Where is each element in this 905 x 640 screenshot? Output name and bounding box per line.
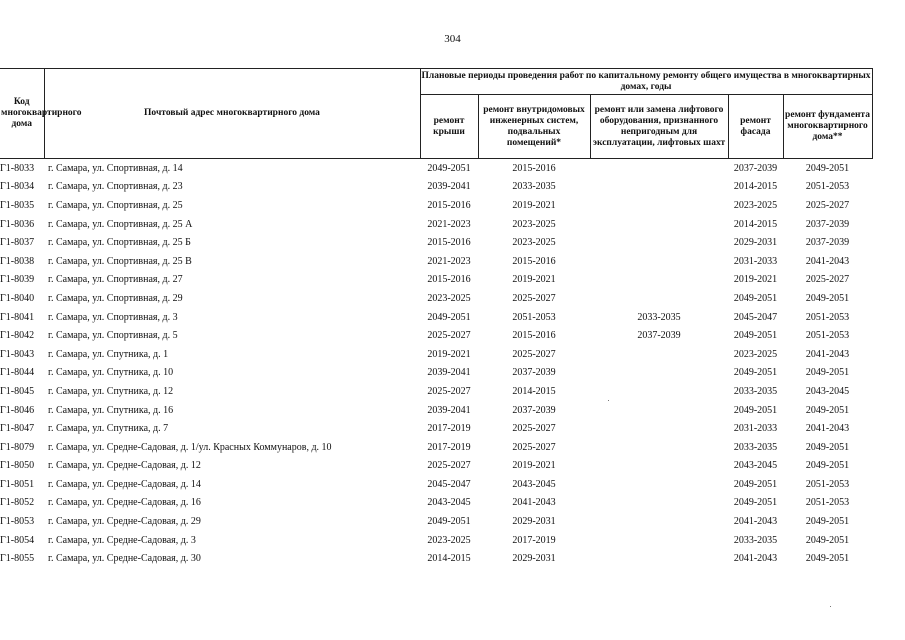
row-code <box>0 326 44 345</box>
table-row <box>0 233 872 252</box>
table-row <box>0 419 872 438</box>
row-engineering: 2019-2021 <box>512 199 556 211</box>
row-facade: 2049-2051 <box>733 367 778 379</box>
row-lift <box>590 475 728 494</box>
row-code <box>0 233 44 252</box>
row-lift <box>590 233 728 252</box>
row-engineering: 2051-2053 <box>512 311 556 323</box>
row-code-text: Г1-8043 <box>0 348 35 360</box>
row-roof: 2023-2025 <box>427 292 471 304</box>
table-row <box>0 215 872 234</box>
row-address: г. Самара, ул. Средне-Садовая, д. 30 <box>48 553 201 565</box>
table-header <box>0 69 872 159</box>
row-roof: 2017-2019 <box>427 441 471 453</box>
row-lift: 2037-2039 <box>637 330 681 342</box>
row-address: г. Самара, ул. Спортивная, д. 23 <box>48 181 183 193</box>
row-facade: 2033-2035 <box>733 441 778 453</box>
row-lift <box>590 345 728 364</box>
row-roof: 2017-2019 <box>427 423 471 435</box>
row-foundation: 2041-2043 <box>805 255 850 267</box>
row-code-text: Г1-8036 <box>0 218 35 230</box>
row-address: г. Самара, ул. Спутника, д. 7 <box>48 423 169 435</box>
row-roof: 2021-2023 <box>427 218 471 230</box>
row-engineering: 2017-2019 <box>512 534 556 546</box>
row-facade: 2049-2051 <box>733 497 778 509</box>
row-foundation: 2049-2051 <box>805 162 850 174</box>
row-engineering: 2033-2035 <box>512 181 556 193</box>
row-facade: 2019-2021 <box>733 274 778 286</box>
row-lift <box>590 512 728 531</box>
row-facade: 2049-2051 <box>733 292 778 304</box>
table-row <box>0 438 872 457</box>
row-engineering: 2023-2025 <box>512 237 556 249</box>
row-address: г. Самара, ул. Спортивная, д. 25 Б <box>48 237 191 249</box>
row-foundation: 2049-2051 <box>805 404 850 416</box>
row-code-text: Г1-8079 <box>0 441 35 453</box>
row-engineering: 2037-2039 <box>512 367 556 379</box>
row-engineering: 2029-2031 <box>512 516 556 528</box>
row-code <box>0 271 44 290</box>
row-roof: 2043-2045 <box>427 497 471 509</box>
row-facade: 2041-2043 <box>733 553 778 565</box>
row-code <box>0 364 44 383</box>
row-foundation: 2025-2027 <box>805 274 850 286</box>
row-address: г. Самара, ул. Средне-Садовая, д. 1/ул. Красных Коммунаров, д. 10 <box>48 441 332 453</box>
row-code-text: Г1-8040 <box>0 292 35 304</box>
row-code <box>0 419 44 438</box>
row-foundation: 2049-2051 <box>805 516 850 528</box>
row-code <box>0 438 44 457</box>
table-row <box>0 252 872 271</box>
header-facade: ремонт фасада <box>728 95 783 159</box>
row-code-text: Г1-8047 <box>0 423 35 435</box>
row-engineering: 2019-2021 <box>512 460 556 472</box>
table-row <box>0 289 872 308</box>
row-code-text: Г1-8037 <box>0 237 35 249</box>
row-engineering: 2025-2027 <box>512 292 556 304</box>
row-code-text: Г1-8039 <box>0 274 35 286</box>
header-engineering: ремонт внутридомовых инженерных систем, подвальных помещений* <box>478 95 590 159</box>
table-row <box>0 196 872 215</box>
row-code <box>0 215 44 234</box>
row-lift <box>590 196 728 215</box>
row-engineering: 2023-2025 <box>512 218 556 230</box>
row-lift <box>590 531 728 550</box>
row-facade: 2023-2025 <box>733 348 778 360</box>
row-roof: 2015-2016 <box>427 274 471 286</box>
row-code-text: Г1-8042 <box>0 330 35 342</box>
table-row <box>0 159 872 178</box>
table-row <box>0 457 872 476</box>
row-facade: 2014-2015 <box>733 181 778 193</box>
row-roof: 2049-2051 <box>427 311 471 323</box>
row-roof: 2025-2027 <box>427 460 471 472</box>
row-roof: 2049-2051 <box>427 162 471 174</box>
row-lift <box>590 401 728 420</box>
row-address: г. Самара, ул. Спутника, д. 16 <box>48 404 174 416</box>
row-foundation: 2037-2039 <box>805 218 850 230</box>
row-code <box>0 178 44 197</box>
row-foundation: 2049-2051 <box>805 367 850 379</box>
row-roof: 2039-2041 <box>427 404 471 416</box>
row-address: г. Самара, ул. Спортивная, д. 27 <box>48 274 183 286</box>
row-lift <box>590 382 728 401</box>
header-address: Почтовый адрес многоквартирного дома <box>44 69 420 159</box>
row-roof: 2019-2021 <box>427 348 471 360</box>
row-foundation: 2049-2051 <box>805 460 850 472</box>
row-lift <box>590 289 728 308</box>
row-engineering: 2025-2027 <box>512 348 556 360</box>
row-roof: 2049-2051 <box>427 516 471 528</box>
table-row <box>0 308 872 327</box>
table-row <box>0 401 872 420</box>
row-facade: 2041-2043 <box>733 516 778 528</box>
header-roof: ремонт крыши <box>420 95 478 159</box>
row-facade: 2014-2015 <box>733 218 778 230</box>
row-code-text: Г1-8045 <box>0 385 35 397</box>
row-address: г. Самара, ул. Средне-Садовая, д. 16 <box>48 497 201 509</box>
row-engineering: 2041-2043 <box>512 497 556 509</box>
row-code-text: Г1-8052 <box>0 497 35 509</box>
row-engineering: 2025-2027 <box>512 441 556 453</box>
row-foundation: 2049-2051 <box>805 553 850 565</box>
row-address: г. Самара, ул. Спортивная, д. 25 <box>48 199 183 211</box>
row-facade: 2043-2045 <box>733 460 778 472</box>
table-row <box>0 271 872 290</box>
page-number: 304 <box>444 33 461 45</box>
row-facade: 2049-2051 <box>733 404 778 416</box>
table-row <box>0 512 872 531</box>
row-foundation: 2051-2053 <box>805 181 850 193</box>
row-address: г. Самара, ул. Спортивная, д. 25 В <box>48 255 192 267</box>
row-roof: 2025-2027 <box>427 385 471 397</box>
row-foundation: 2051-2053 <box>805 330 850 342</box>
row-address: г. Самара, ул. Средне-Садовая, д. 12 <box>48 460 201 472</box>
row-roof: 2021-2023 <box>427 255 471 267</box>
row-roof: 2039-2041 <box>427 367 471 379</box>
row-lift <box>590 438 728 457</box>
row-lift <box>590 215 728 234</box>
row-code-text: Г1-8054 <box>0 534 35 546</box>
row-facade: 2049-2051 <box>733 478 778 490</box>
row-facade: 2029-2031 <box>733 237 778 249</box>
row-code <box>0 308 44 327</box>
row-roof: 2045-2047 <box>427 478 471 490</box>
row-lift <box>590 419 728 438</box>
row-foundation: 2051-2053 <box>805 478 850 490</box>
row-facade: 2045-2047 <box>733 311 778 323</box>
row-roof: 2015-2016 <box>427 199 471 211</box>
row-lift <box>590 549 728 568</box>
row-foundation: 2049-2051 <box>805 441 850 453</box>
row-address: г. Самара, ул. Средне-Садовая, д. 14 <box>48 478 201 490</box>
scan-speck <box>830 606 831 607</box>
row-address: г. Самара, ул. Средне-Садовая, д. 29 <box>48 516 201 528</box>
row-code-text: Г1-8033 <box>0 162 35 174</box>
row-address: г. Самара, ул. Средне-Садовая, д. 3 <box>48 534 196 546</box>
row-foundation: 2025-2027 <box>805 199 850 211</box>
row-engineering: 2029-2031 <box>512 553 556 565</box>
row-lift <box>590 457 728 476</box>
row-lift <box>590 178 728 197</box>
row-facade: 2033-2035 <box>733 534 778 546</box>
capital-repair-table <box>0 68 873 568</box>
row-engineering: 2015-2016 <box>512 162 556 174</box>
row-facade: 2031-2033 <box>733 423 778 435</box>
table-row <box>0 549 872 568</box>
row-roof: 2025-2027 <box>427 330 471 342</box>
row-code <box>0 457 44 476</box>
row-address: г. Самара, ул. Спортивная, д. 29 <box>48 292 183 304</box>
row-address: г. Самара, ул. Спортивная, д. 25 А <box>48 218 193 230</box>
row-facade: 2033-2035 <box>733 385 778 397</box>
table-row <box>0 345 872 364</box>
row-code-text: Г1-8041 <box>0 311 35 323</box>
row-lift <box>590 364 728 383</box>
row-roof: 2039-2041 <box>427 181 471 193</box>
header-foundation: ремонт фундамента многоквартирного дома** <box>783 95 872 159</box>
row-code <box>0 196 44 215</box>
row-engineering: 2014-2015 <box>512 385 556 397</box>
table-row <box>0 531 872 550</box>
header-code: Код многоквартирного дома <box>0 69 44 159</box>
table-row <box>0 475 872 494</box>
row-roof: 2023-2025 <box>427 534 471 546</box>
row-facade: 2031-2033 <box>733 255 778 267</box>
row-lift <box>590 159 728 178</box>
row-code-text: Г1-8035 <box>0 199 35 211</box>
row-code <box>0 382 44 401</box>
row-foundation: 2049-2051 <box>805 534 850 546</box>
row-foundation: 2041-2043 <box>805 423 850 435</box>
row-code-text: Г1-8038 <box>0 255 35 267</box>
row-lift: 2033-2035 <box>637 311 681 323</box>
row-roof: 2015-2016 <box>427 237 471 249</box>
row-foundation: 2043-2045 <box>805 385 850 397</box>
table-row <box>0 494 872 513</box>
row-foundation: 2051-2053 <box>805 497 850 509</box>
row-code-text: Г1-8051 <box>0 478 35 490</box>
table-row <box>0 178 872 197</box>
row-code-text: Г1-8050 <box>0 460 35 472</box>
row-address: г. Самара, ул. Спутника, д. 10 <box>48 367 174 379</box>
row-address: г. Самара, ул. Спортивная, д. 3 <box>48 311 178 323</box>
row-code-text: Г1-8044 <box>0 367 35 379</box>
table-body <box>0 159 872 569</box>
row-engineering: 2015-2016 <box>512 330 556 342</box>
row-lift <box>590 271 728 290</box>
row-code-text: Г1-8046 <box>0 404 35 416</box>
table-row <box>0 326 872 345</box>
row-address: г. Самара, ул. Спортивная, д. 14 <box>48 162 183 174</box>
row-code <box>0 531 44 550</box>
row-foundation: 2049-2051 <box>805 292 850 304</box>
table-row <box>0 364 872 383</box>
row-facade: 2049-2051 <box>733 330 778 342</box>
row-code <box>0 289 44 308</box>
row-engineering: 2025-2027 <box>512 423 556 435</box>
row-facade: 2023-2025 <box>733 199 778 211</box>
row-code-text: Г1-8053 <box>0 516 35 528</box>
row-engineering: 2015-2016 <box>512 255 556 267</box>
row-lift <box>590 494 728 513</box>
row-code-text: Г1-8055 <box>0 553 35 565</box>
row-foundation: 2037-2039 <box>805 237 850 249</box>
row-roof: 2014-2015 <box>427 553 471 565</box>
row-code <box>0 512 44 531</box>
row-address: г. Самара, ул. Спортивная, д. 5 <box>48 330 178 342</box>
row-code <box>0 252 44 271</box>
row-code <box>0 345 44 364</box>
row-foundation: 2051-2053 <box>805 311 850 323</box>
row-address: г. Самара, ул. Спутника, д. 1 <box>48 348 169 360</box>
header-lift: ремонт или замена лифтового оборудования, признанного непригодным для эксплуатации, лифтовых шахт <box>590 95 728 159</box>
row-code <box>0 475 44 494</box>
header-group: Плановые периоды проведения работ по капитальному ремонту общего имущества в многоквартирных домах, годы <box>420 69 872 95</box>
table-row <box>0 382 872 401</box>
row-foundation: 2041-2043 <box>805 348 850 360</box>
row-engineering: 2037-2039 <box>512 404 556 416</box>
row-code <box>0 159 44 178</box>
row-code <box>0 549 44 568</box>
row-engineering: 2019-2021 <box>512 274 556 286</box>
row-code <box>0 401 44 420</box>
row-engineering: 2043-2045 <box>512 478 556 490</box>
row-code-text: Г1-8034 <box>0 181 35 193</box>
row-facade: 2037-2039 <box>733 162 778 174</box>
row-code <box>0 494 44 513</box>
row-lift <box>590 252 728 271</box>
row-address: г. Самара, ул. Спутника, д. 12 <box>48 385 174 397</box>
scan-speck <box>608 400 609 401</box>
